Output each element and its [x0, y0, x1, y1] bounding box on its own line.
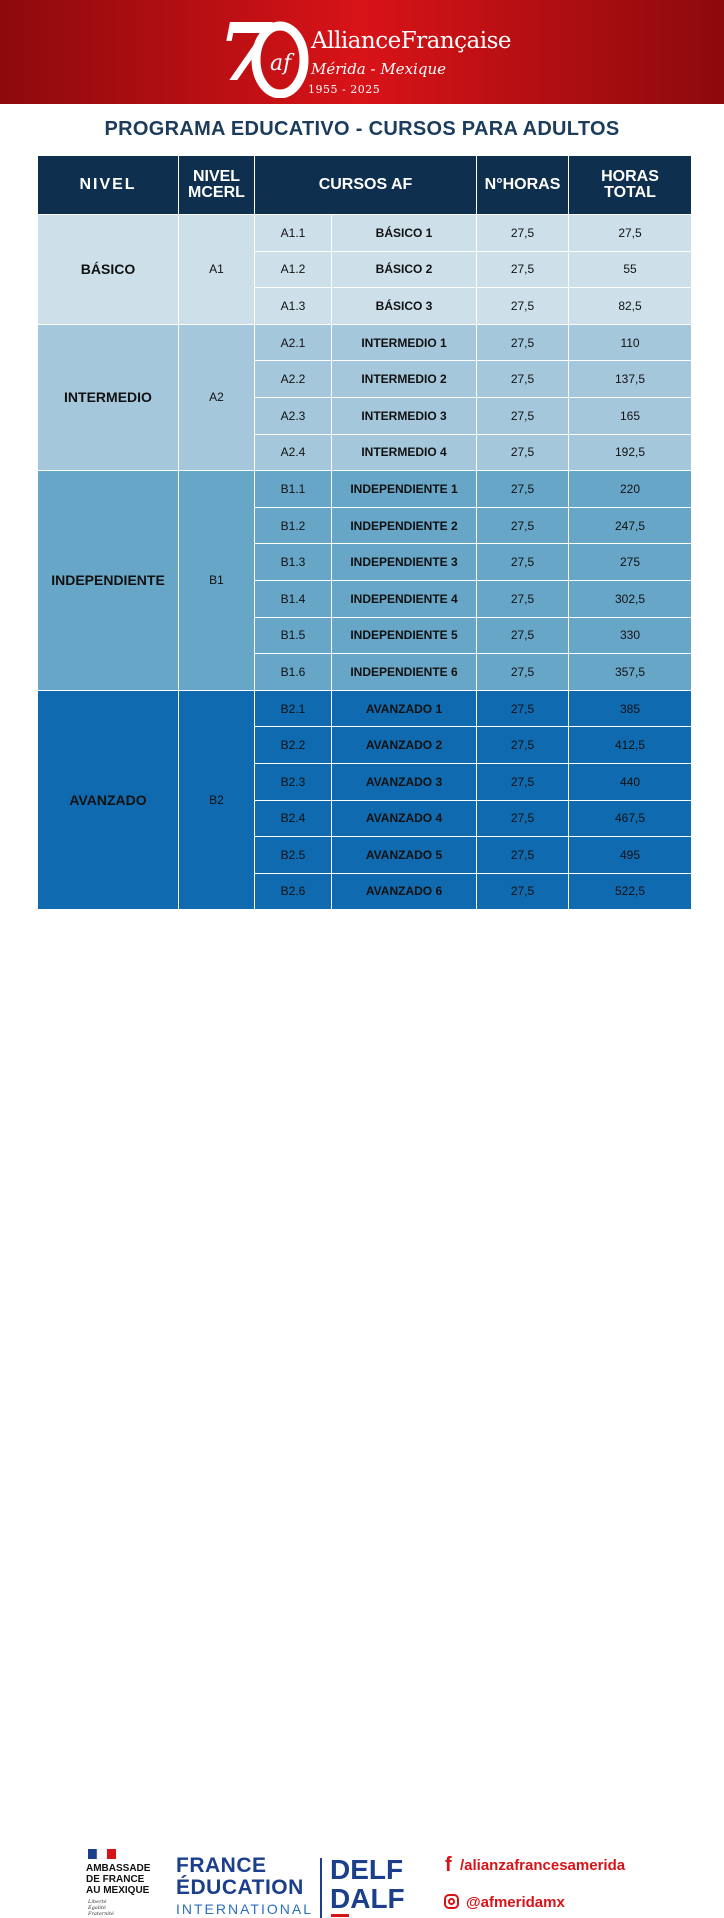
- total-hours-cell: 110: [569, 324, 692, 361]
- course-name-cell: AVANZADO 1: [332, 690, 477, 727]
- course-code-cell: A2.1: [255, 324, 332, 361]
- anniversary-logo-icon: [218, 8, 310, 98]
- motto-line1: Liberté: [88, 1899, 107, 1905]
- course-name-cell: AVANZADO 4: [332, 800, 477, 837]
- course-code-cell: A1.3: [255, 288, 332, 325]
- header-mcerl: [179, 156, 255, 215]
- course-name-cell: BÁSICO 2: [332, 251, 477, 288]
- course-code-cell: B1.1: [255, 471, 332, 508]
- total-hours-cell: 247,5: [569, 507, 692, 544]
- course-code-cell: A2.2: [255, 361, 332, 398]
- course-name-cell: INTERMEDIO 2: [332, 361, 477, 398]
- header-mcerl-line2: MCERL: [188, 184, 245, 201]
- instagram-icon[interactable]: [444, 1894, 459, 1909]
- hours-cell: 27,5: [477, 727, 569, 764]
- hours-cell: 27,5: [477, 873, 569, 910]
- embassy-line3: AU MEXIQUE: [86, 1885, 150, 1896]
- total-hours-cell: 192,5: [569, 434, 692, 471]
- course-name-cell: INDEPENDIENTE 6: [332, 654, 477, 691]
- total-hours-cell: 82,5: [569, 288, 692, 325]
- header-nivel: NIVEL: [38, 156, 179, 215]
- course-name-cell: AVANZADO 3: [332, 763, 477, 800]
- course-code-cell: B1.4: [255, 580, 332, 617]
- republic-motto: [88, 1899, 114, 1917]
- hours-cell: 27,5: [477, 324, 569, 361]
- mcerl-cell: A2: [179, 324, 255, 470]
- hours-cell: 27,5: [477, 544, 569, 581]
- course-code-cell: B2.6: [255, 873, 332, 910]
- total-hours-cell: 302,5: [569, 580, 692, 617]
- hours-cell: 27,5: [477, 800, 569, 837]
- table-row: [38, 215, 692, 252]
- hours-cell: 27,5: [477, 434, 569, 471]
- brand-subtitle: Mérida - Mexique: [311, 60, 446, 78]
- total-hours-cell: 495: [569, 837, 692, 874]
- hours-cell: 27,5: [477, 654, 569, 691]
- total-hours-cell: 275: [569, 544, 692, 581]
- level-cell: AVANZADO: [38, 690, 179, 910]
- delf-accent-bar: [331, 1914, 349, 1917]
- course-name-cell: AVANZADO 5: [332, 837, 477, 874]
- page-title: PROGRAMA EDUCATIVO - CURSOS PARA ADULTOS: [104, 118, 620, 140]
- table-row: [38, 690, 692, 727]
- hours-cell: 27,5: [477, 837, 569, 874]
- course-name-cell: BÁSICO 1: [332, 215, 477, 252]
- header-total-line1: HORAS: [601, 168, 659, 185]
- course-name-cell: AVANZADO 2: [332, 727, 477, 764]
- hours-cell: 27,5: [477, 763, 569, 800]
- course-code-cell: A1.2: [255, 251, 332, 288]
- course-code-cell: B1.3: [255, 544, 332, 581]
- mcerl-cell: A1: [179, 215, 255, 325]
- hours-cell: 27,5: [477, 215, 569, 252]
- course-name-cell: INTERMEDIO 4: [332, 434, 477, 471]
- table-header-row: [38, 156, 692, 215]
- total-hours-cell: 357,5: [569, 654, 692, 691]
- embassy-line2: DE FRANCE: [86, 1874, 145, 1885]
- motto-line2: Égalité: [88, 1905, 106, 1911]
- course-name-cell: INDEPENDIENTE 4: [332, 580, 477, 617]
- level-cell: BÁSICO: [38, 215, 179, 325]
- embassy-line1: AMBASSADE: [86, 1863, 151, 1874]
- course-name-cell: INDEPENDIENTE 2: [332, 507, 477, 544]
- course-code-cell: B2.4: [255, 800, 332, 837]
- header-mcerl-line1: NIVEL: [192, 168, 241, 185]
- fei-logo-line2: ÉDUCATION: [176, 1876, 304, 1899]
- mcerl-cell: B2: [179, 690, 255, 910]
- course-name-cell: INTERMEDIO 1: [332, 324, 477, 361]
- course-name-cell: BÁSICO 3: [332, 288, 477, 325]
- course-code-cell: B2.3: [255, 763, 332, 800]
- logo-divider: [320, 1858, 322, 1918]
- hours-cell: 27,5: [477, 690, 569, 727]
- embassy-text: [86, 1863, 150, 1896]
- dalf-logo: DALF: [330, 1883, 405, 1914]
- header-banner: [0, 0, 724, 104]
- table-row: [38, 324, 692, 361]
- course-code-cell: A2.3: [255, 397, 332, 434]
- total-hours-cell: 412,5: [569, 727, 692, 764]
- course-name-cell: INDEPENDIENTE 5: [332, 617, 477, 654]
- course-code-cell: B2.2: [255, 727, 332, 764]
- course-code-cell: B1.5: [255, 617, 332, 654]
- hours-cell: 27,5: [477, 507, 569, 544]
- header-total: [569, 156, 692, 215]
- course-code-cell: A1.1: [255, 215, 332, 252]
- course-code-cell: B1.6: [255, 654, 332, 691]
- mcerl-cell: B1: [179, 471, 255, 691]
- total-hours-cell: 165: [569, 397, 692, 434]
- course-name-cell: INTERMEDIO 3: [332, 397, 477, 434]
- facebook-icon[interactable]: f: [445, 1854, 452, 1876]
- total-hours-cell: 467,5: [569, 800, 692, 837]
- header-horas: N°HORAS: [477, 156, 569, 215]
- total-hours-cell: 330: [569, 617, 692, 654]
- total-hours-cell: 27,5: [569, 215, 692, 252]
- hours-cell: 27,5: [477, 617, 569, 654]
- hours-cell: 27,5: [477, 580, 569, 617]
- hours-cell: 27,5: [477, 251, 569, 288]
- total-hours-cell: 522,5: [569, 873, 692, 910]
- instagram-link[interactable]: @afmeridamx: [466, 1894, 565, 1911]
- total-hours-cell: 220: [569, 471, 692, 508]
- course-name-cell: INDEPENDIENTE 3: [332, 544, 477, 581]
- facebook-link[interactable]: /alianzafrancesamerida: [460, 1857, 626, 1874]
- course-code-cell: B2.5: [255, 837, 332, 874]
- hours-cell: 27,5: [477, 361, 569, 398]
- fei-logo-line1: FRANCE: [176, 1854, 267, 1877]
- french-flag-icon: [88, 1849, 116, 1859]
- course-table: [37, 155, 692, 910]
- total-hours-cell: 440: [569, 763, 692, 800]
- course-code-cell: B1.2: [255, 507, 332, 544]
- course-code-cell: A2.4: [255, 434, 332, 471]
- table-body: [38, 215, 692, 910]
- total-hours-cell: 385: [569, 690, 692, 727]
- hours-cell: 27,5: [477, 397, 569, 434]
- hours-cell: 27,5: [477, 288, 569, 325]
- total-hours-cell: 137,5: [569, 361, 692, 398]
- total-hours-cell: 55: [569, 251, 692, 288]
- level-cell: INDEPENDIENTE: [38, 471, 179, 691]
- course-name-cell: AVANZADO 6: [332, 873, 477, 910]
- svg-text:7: 7: [218, 8, 274, 98]
- hours-cell: 27,5: [477, 471, 569, 508]
- brand-name: AllianceFrançaise: [311, 28, 512, 54]
- delf-logo: DELF: [330, 1854, 404, 1885]
- footer: [0, 920, 724, 1917]
- brand-years: 1955 - 2025: [308, 83, 381, 96]
- table-row: [38, 471, 692, 508]
- svg-text:af: af: [270, 51, 292, 76]
- header-total-line2: TOTAL: [604, 184, 656, 201]
- header-cursos: CURSOS AF: [255, 156, 477, 215]
- course-code-cell: B2.1: [255, 690, 332, 727]
- level-cell: INTERMEDIO: [38, 324, 179, 470]
- motto-line3: Fraternité: [88, 1911, 114, 1917]
- fei-logo-line3: INTERNATIONAL: [176, 1901, 313, 1917]
- course-name-cell: INDEPENDIENTE 1: [332, 471, 477, 508]
